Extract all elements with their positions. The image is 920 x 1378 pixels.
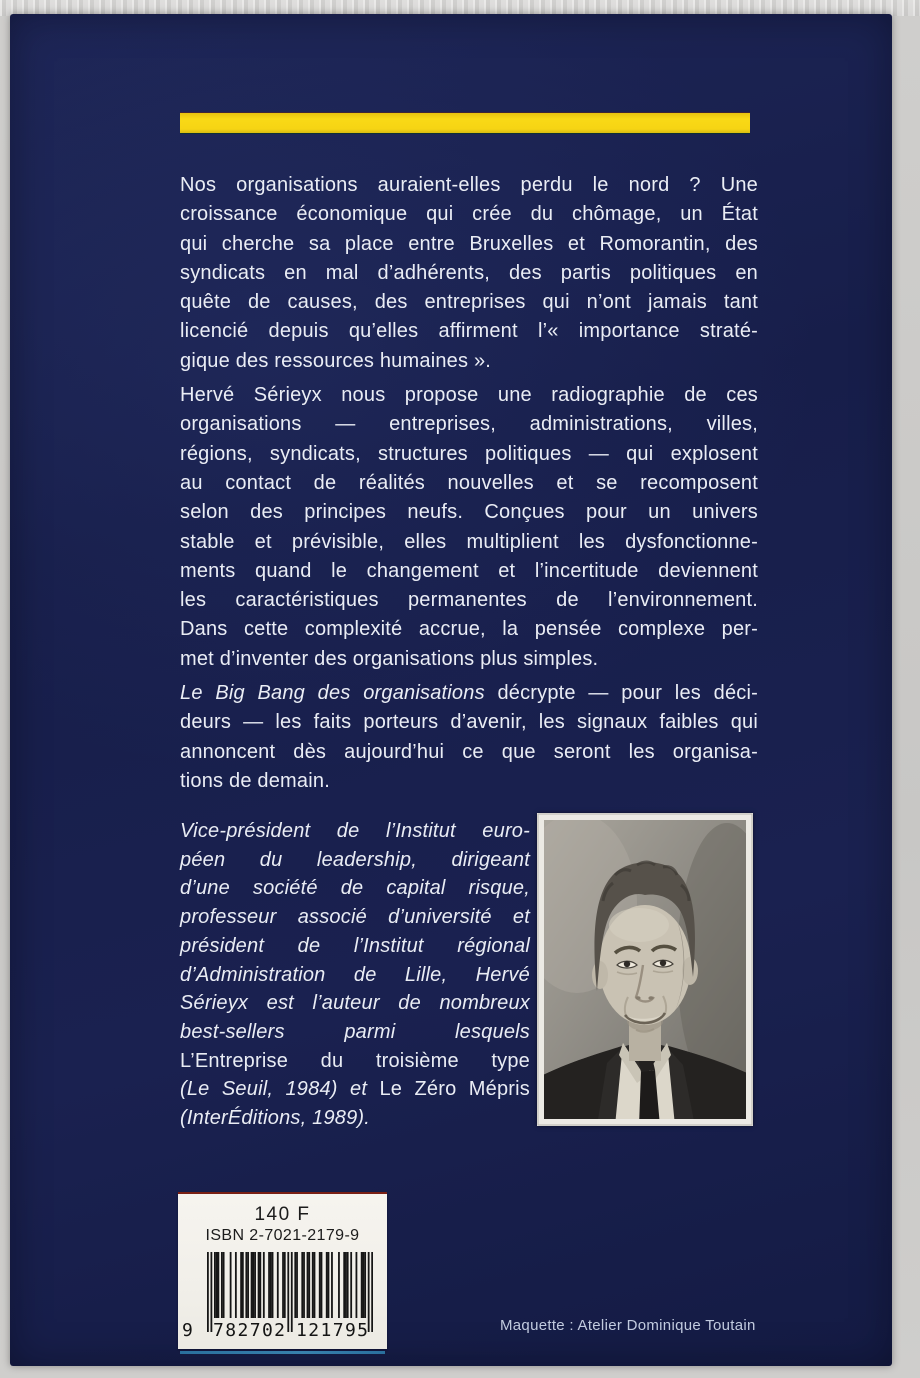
portrait-illustration — [537, 813, 753, 1126]
text-line: qui cherche sa place entre Bruxelles et Romorantin, des — [180, 232, 758, 255]
text-line: quête de causes, des entreprises qui n’ont jamais tant — [180, 291, 758, 314]
text-line: (Le Seuil, 1984) et Le Zéro Mépris — [180, 1078, 530, 1101]
text-line: best-sellers parmi lesquels — [180, 1020, 530, 1043]
text-line: Sérieyx est l’auteur de nombreux — [180, 992, 530, 1015]
text-line: deurs — les faits porteurs d’avenir, les signaux faibles qui — [180, 711, 758, 734]
text-line: régions, syndicats, structures politiques — qui explosent — [180, 442, 758, 465]
text-line: organisations — entreprises, administrations, villes, — [180, 413, 758, 436]
design-credit: Maquette : Atelier Dominique Toutain — [500, 1317, 756, 1334]
text-line: Nos organisations auraient-elles perdu le nord ? Une — [180, 174, 758, 196]
text-line: Vice-président de l’Institut euro- — [180, 820, 530, 842]
barcode-number — [178, 1320, 387, 1344]
text-line: Le Big Bang des organisations décrypte — pour les déci- — [180, 682, 758, 705]
book-back-cover — [10, 14, 892, 1366]
text-line: péen du leadership, dirigeant — [180, 848, 530, 871]
text-line: L’Entreprise du troisième type — [180, 1049, 530, 1072]
text-line: croissance économique qui crée du chômage, un État — [180, 203, 758, 226]
text-line: tions de demain. — [180, 769, 330, 792]
isbn-label: ISBN 2-7021-2179-9 — [205, 1227, 360, 1244]
text-line: au contact de réalités nouvelles et se recomposent — [180, 471, 758, 494]
synopsis-paragraph-1 — [180, 171, 758, 376]
text-line: d’une société de capital risque, — [180, 877, 530, 900]
text-line: gique des ressources humaines ». — [180, 349, 492, 372]
barcode-digit-group-1: 782702 — [213, 1320, 287, 1341]
author-bio-text — [180, 817, 530, 1133]
text-line: les caractéristiques permanentes de l’environnement. — [180, 589, 758, 612]
text-line: selon des principes neufs. Conçues pour un univers — [180, 501, 758, 524]
synopsis-text — [180, 171, 758, 796]
barcode-digit-group-2: 121795 — [296, 1320, 370, 1341]
price-label: 140 F — [254, 1204, 311, 1225]
text-line: licencié depuis qu’elles affirment l’« importance straté- — [180, 320, 758, 343]
price-isbn-barcode-panel — [178, 1192, 387, 1349]
text-line: professeur associé d’université et — [180, 906, 530, 929]
synopsis-paragraph-2 — [180, 381, 758, 674]
text-line: d’Administration de Lille, Hervé — [180, 963, 530, 986]
yellow-accent-stripe — [180, 113, 750, 133]
synopsis-paragraph-3 — [180, 679, 758, 796]
text-line: Hervé Sérieyx nous propose une radiographie de ces — [180, 384, 758, 407]
text-line: président de l’Institut régional — [180, 934, 530, 957]
text-line: met d’inventer des organisations plus simples. — [180, 647, 599, 670]
text-line: annoncent dès aujourd’hui ce que seront les organisa- — [180, 740, 758, 763]
author-portrait-photo — [537, 813, 753, 1126]
text-line: syndicats en mal d’adhérents, des partis politiques en — [180, 261, 758, 284]
barcode-digit-leading: 9 — [182, 1320, 193, 1341]
print-registration-line — [180, 1351, 385, 1354]
text-line: ments quand le changement et l’incertitude deviennent — [180, 559, 758, 582]
text-line: stable et prévisible, elles multiplient les dysfonctionne- — [180, 530, 758, 553]
text-line: (InterÉditions, 1989). — [180, 1107, 371, 1130]
text-line: Dans cette complexité accrue, la pensée complexe per- — [180, 618, 758, 641]
